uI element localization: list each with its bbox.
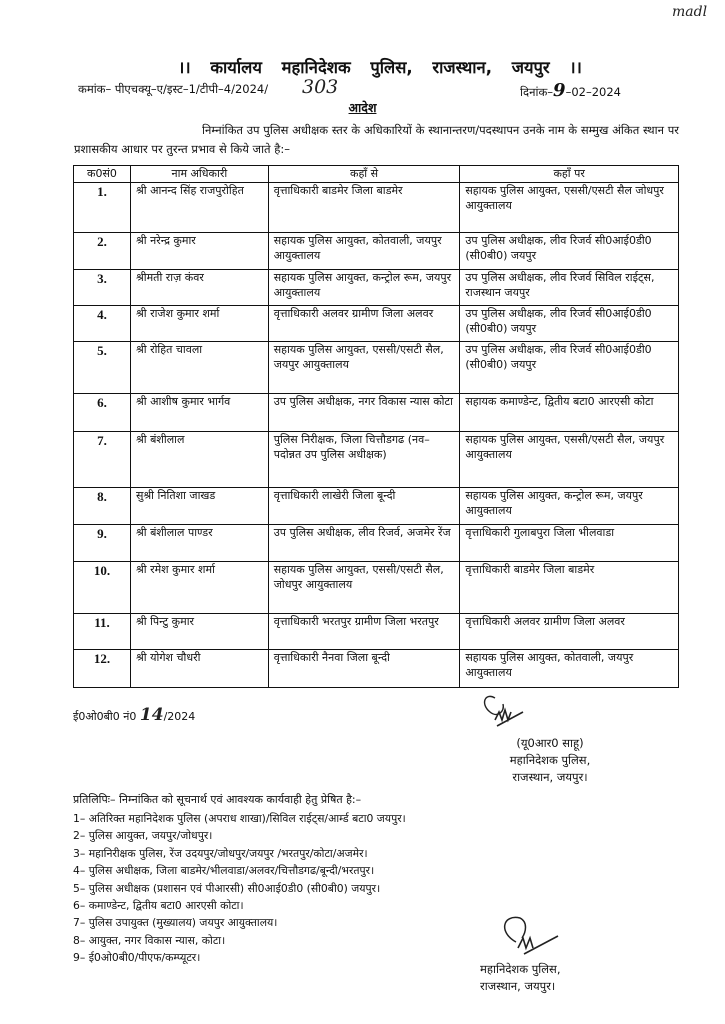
header-from: कहाँ से xyxy=(268,166,460,183)
from-posting: वृत्ताधिकारी बाडमेर जिला बाडमेर xyxy=(268,183,460,233)
copy-to-item: 5– पुलिस अधीक्षक (प्रशासन एवं पीआरसी) सी0आई0डी0 (सी0बी0) जयपुर। xyxy=(73,881,381,895)
table-row xyxy=(74,432,679,488)
table-row xyxy=(74,488,679,525)
to-posting: सहायक पुलिस आयुक्त, कन्ट्रोल रूम, जयपुर आयुक्तालय xyxy=(460,488,679,525)
officer-name: श्री बंशीलाल पाण्डर xyxy=(130,525,268,562)
handwritten-corner-mark: madl xyxy=(672,4,708,20)
to-posting: सहायक पुलिस आयुक्त, एससी/एसटी सैल, जयपुर आयुक्तालय xyxy=(460,432,679,488)
to-posting: सहायक कमाण्डेन्ट, द्वितीय बटा0 आरएसी कोटा xyxy=(460,394,679,432)
copy-to-item: 8– आयुक्त, नगर विकास न्यास, कोटा। xyxy=(73,933,226,947)
officer-name: श्री योगेश चौधरी xyxy=(130,650,268,688)
serial-number: 1. xyxy=(74,183,131,233)
officer-name: श्री आनन्द सिंह राजपुरोहित xyxy=(130,183,268,233)
order-heading: आदेश xyxy=(348,100,377,115)
reference-number: कमांक– पीएचक्यू–ए/इस्ट–1/टीपी–4/2024/ xyxy=(78,82,269,96)
transfer-table xyxy=(73,165,679,688)
from-posting: वृत्ताधिकारी अलवर ग्रामीण जिला अलवर xyxy=(268,306,460,342)
to-posting: सहायक पुलिस आयुक्त, कोतवाली, जयपुर आयुक्तालय xyxy=(460,650,679,688)
to-posting: सहायक पुलिस आयुक्त, एससी/एसटी सैल जोधपुर आयुक्तालय xyxy=(460,183,679,233)
from-posting: वृत्ताधिकारी भरतपुर ग्रामीण जिला भरतपुर xyxy=(268,614,460,650)
copy-to-item: 9– ई0ओ0बी0/पीएफ/कम्प्यूटर। xyxy=(73,951,201,965)
signatory-designation: महानिदेशक पुलिस, xyxy=(509,753,591,767)
from-posting: उप पुलिस अधीक्षक, नगर विकास न्यास कोटा xyxy=(268,394,460,432)
copy-to-item: 6– कमाण्डेन्ट, द्वितीय बटा0 आरएसी कोटा। xyxy=(73,899,244,913)
handwritten-dispatch-number: 303 xyxy=(302,76,339,98)
from-posting: सहायक पुलिस आयुक्त, कोतवाली, जयपुर आयुक्तालय xyxy=(268,233,460,270)
from-posting: सहायक पुलिस आयुक्त, एससी/एसटी सैल, जयपुर आयुक्तालय xyxy=(268,342,460,394)
table-row xyxy=(74,306,679,342)
signatory-designation-2: महानिदेशक पुलिस, xyxy=(480,962,561,976)
officer-name: श्री पिन्टु कुमार xyxy=(130,614,268,650)
table-row xyxy=(74,525,679,562)
serial-number: 4. xyxy=(74,306,131,342)
to-posting: वृत्ताधिकारी गुलाबपुरा जिला भीलवाडा xyxy=(460,525,679,562)
copy-to-item: 2– पुलिस आयुक्त, जयपुर/जोधपुर। xyxy=(73,829,213,843)
table-header-row xyxy=(74,166,679,183)
from-posting: वृत्ताधिकारी लाखेरी जिला बून्दी xyxy=(268,488,460,525)
officer-name: श्री नरेन्द्र कुमार xyxy=(130,233,268,270)
date-label: दिनांक– xyxy=(520,85,554,99)
from-posting: सहायक पुलिस आयुक्त, कन्ट्रोल रूम, जयपुर आयुक्तालय xyxy=(268,270,460,306)
signature-block-2 xyxy=(480,961,560,995)
copy-to-item: 4– पुलिस अधीक्षक, जिला बाडमेर/भीलवाडा/अलवर/चित्तौडगढ/बून्दी/भरतपुर। xyxy=(73,864,375,878)
table-row xyxy=(74,233,679,270)
from-posting: पुलिस निरीक्षक, जिला चित्तौडगढ (नव–पदोन्नत उप पुलिस अधीक्षक) xyxy=(268,432,460,488)
eob-number xyxy=(73,705,195,725)
table-row xyxy=(74,342,679,394)
table-row xyxy=(74,270,679,306)
serial-number: 11. xyxy=(74,614,131,650)
signatory-place: राजस्थान, जयपुर। xyxy=(512,770,588,784)
serial-number: 8. xyxy=(74,488,131,525)
signature-block-1 xyxy=(440,735,660,786)
copy-to-intro: प्रतिलिपिः– निम्नांकित को सूचनार्थ एवं आवश्यक कार्यवाही हेतु प्रेषित है:– xyxy=(73,793,362,806)
table-row xyxy=(74,614,679,650)
from-posting: उप पुलिस अधीक्षक, लीव रिजर्व, अजमेर रेंज xyxy=(268,525,460,562)
to-posting: उप पुलिस अधीक्षक, लीव रिजर्व सी0आई0डी0 (सी0बी0) जयपुर xyxy=(460,342,679,394)
signatory-name: (यू0आर0 साहू) xyxy=(516,736,584,750)
copy-to-item: 7– पुलिस उपायुक्त (मुख्यालय) जयपुर आयुक्तालय। xyxy=(73,916,278,930)
to-posting: वृत्ताधिकारी बाडमेर जिला बाडमेर xyxy=(460,562,679,614)
copy-to-list xyxy=(73,810,406,967)
serial-number: 10. xyxy=(74,562,131,614)
intro-paragraph: निम्नांकित उप पुलिस अधीक्षक स्तर के अधिकारियों के स्थानान्तरण/पदस्थापन उनके नाम के सम्मुख अंकित स्थान पर प्रशासकीय आधार पर तुरन्त प्रभाव से किये जाते है:– xyxy=(74,123,679,156)
signature-2 xyxy=(488,912,588,964)
table-row xyxy=(74,562,679,614)
signature-1 xyxy=(455,690,555,735)
serial-number: 2. xyxy=(74,233,131,270)
office-title: ।। कार्यालय महानिदेशक पुलिस, राजस्थान, जयपुर ।। xyxy=(178,58,582,77)
table-row xyxy=(74,183,679,233)
order-date xyxy=(520,80,621,101)
officer-name: श्री रमेश कुमार शर्मा xyxy=(130,562,268,614)
officer-name: श्री बंशीलाल xyxy=(130,432,268,488)
serial-number: 6. xyxy=(74,394,131,432)
eob-year: /2024 xyxy=(163,710,196,723)
officer-name: श्री राजेश कुमार शर्मा xyxy=(130,306,268,342)
header-to: कहाँ पर xyxy=(460,166,679,183)
officer-name: श्री रोहित चावला xyxy=(130,342,268,394)
serial-number: 7. xyxy=(74,432,131,488)
date-month-year: –02–2024 xyxy=(565,85,621,99)
header-serial: क0सं0 xyxy=(74,166,131,183)
handwritten-date-day: 9 xyxy=(553,80,566,101)
to-posting: उप पुलिस अधीक्षक, लीव रिजर्व सी0आई0डी0 (सी0बी0) जयपुर xyxy=(460,233,679,270)
officer-name: श्रीमती राज़ कंवर xyxy=(130,270,268,306)
from-posting: सहायक पुलिस आयुक्त, एससी/एसटी सैल, जोधपुर आयुक्तालय xyxy=(268,562,460,614)
header-officer-name: नाम अधिकारी xyxy=(130,166,268,183)
from-posting: वृत्ताधिकारी नैनवा जिला बून्दी xyxy=(268,650,460,688)
table-row xyxy=(74,394,679,432)
copy-to-item: 1– अतिरिक्त महानिदेशक पुलिस (अपराध शाखा)/सिविल राईट्स/आर्म्ड बटा0 जयपुर। xyxy=(73,812,406,825)
to-posting: उप पुलिस अधीक्षक, लीव रिजर्व सी0आई0डी0 (सी0बी0) जयपुर xyxy=(460,306,679,342)
to-posting: वृत्ताधिकारी अलवर ग्रामीण जिला अलवर xyxy=(460,614,679,650)
copy-to-item: 3– महानिरीक्षक पुलिस, रेंज उदयपुर/जोधपुर/जयपुर /भरतपुर/कोटा/अजमेर। xyxy=(73,846,368,860)
table-row xyxy=(74,650,679,688)
serial-number: 5. xyxy=(74,342,131,394)
serial-number: 9. xyxy=(74,525,131,562)
to-posting: उप पुलिस अधीक्षक, लीव रिजर्व सिविल राईट्स, राजस्थान जयपुर xyxy=(460,270,679,306)
officer-name: सुश्री नितिशा जाखड xyxy=(130,488,268,525)
serial-number: 12. xyxy=(74,650,131,688)
eob-label: ई0ओ0बी0 नं0 xyxy=(73,710,137,723)
officer-name: श्री आशीष कुमार भार्गव xyxy=(130,394,268,432)
signatory-place-2: राजस्थान, जयपुर। xyxy=(480,979,556,993)
serial-number: 3. xyxy=(74,270,131,306)
handwritten-eob-number: 14 xyxy=(139,705,164,725)
